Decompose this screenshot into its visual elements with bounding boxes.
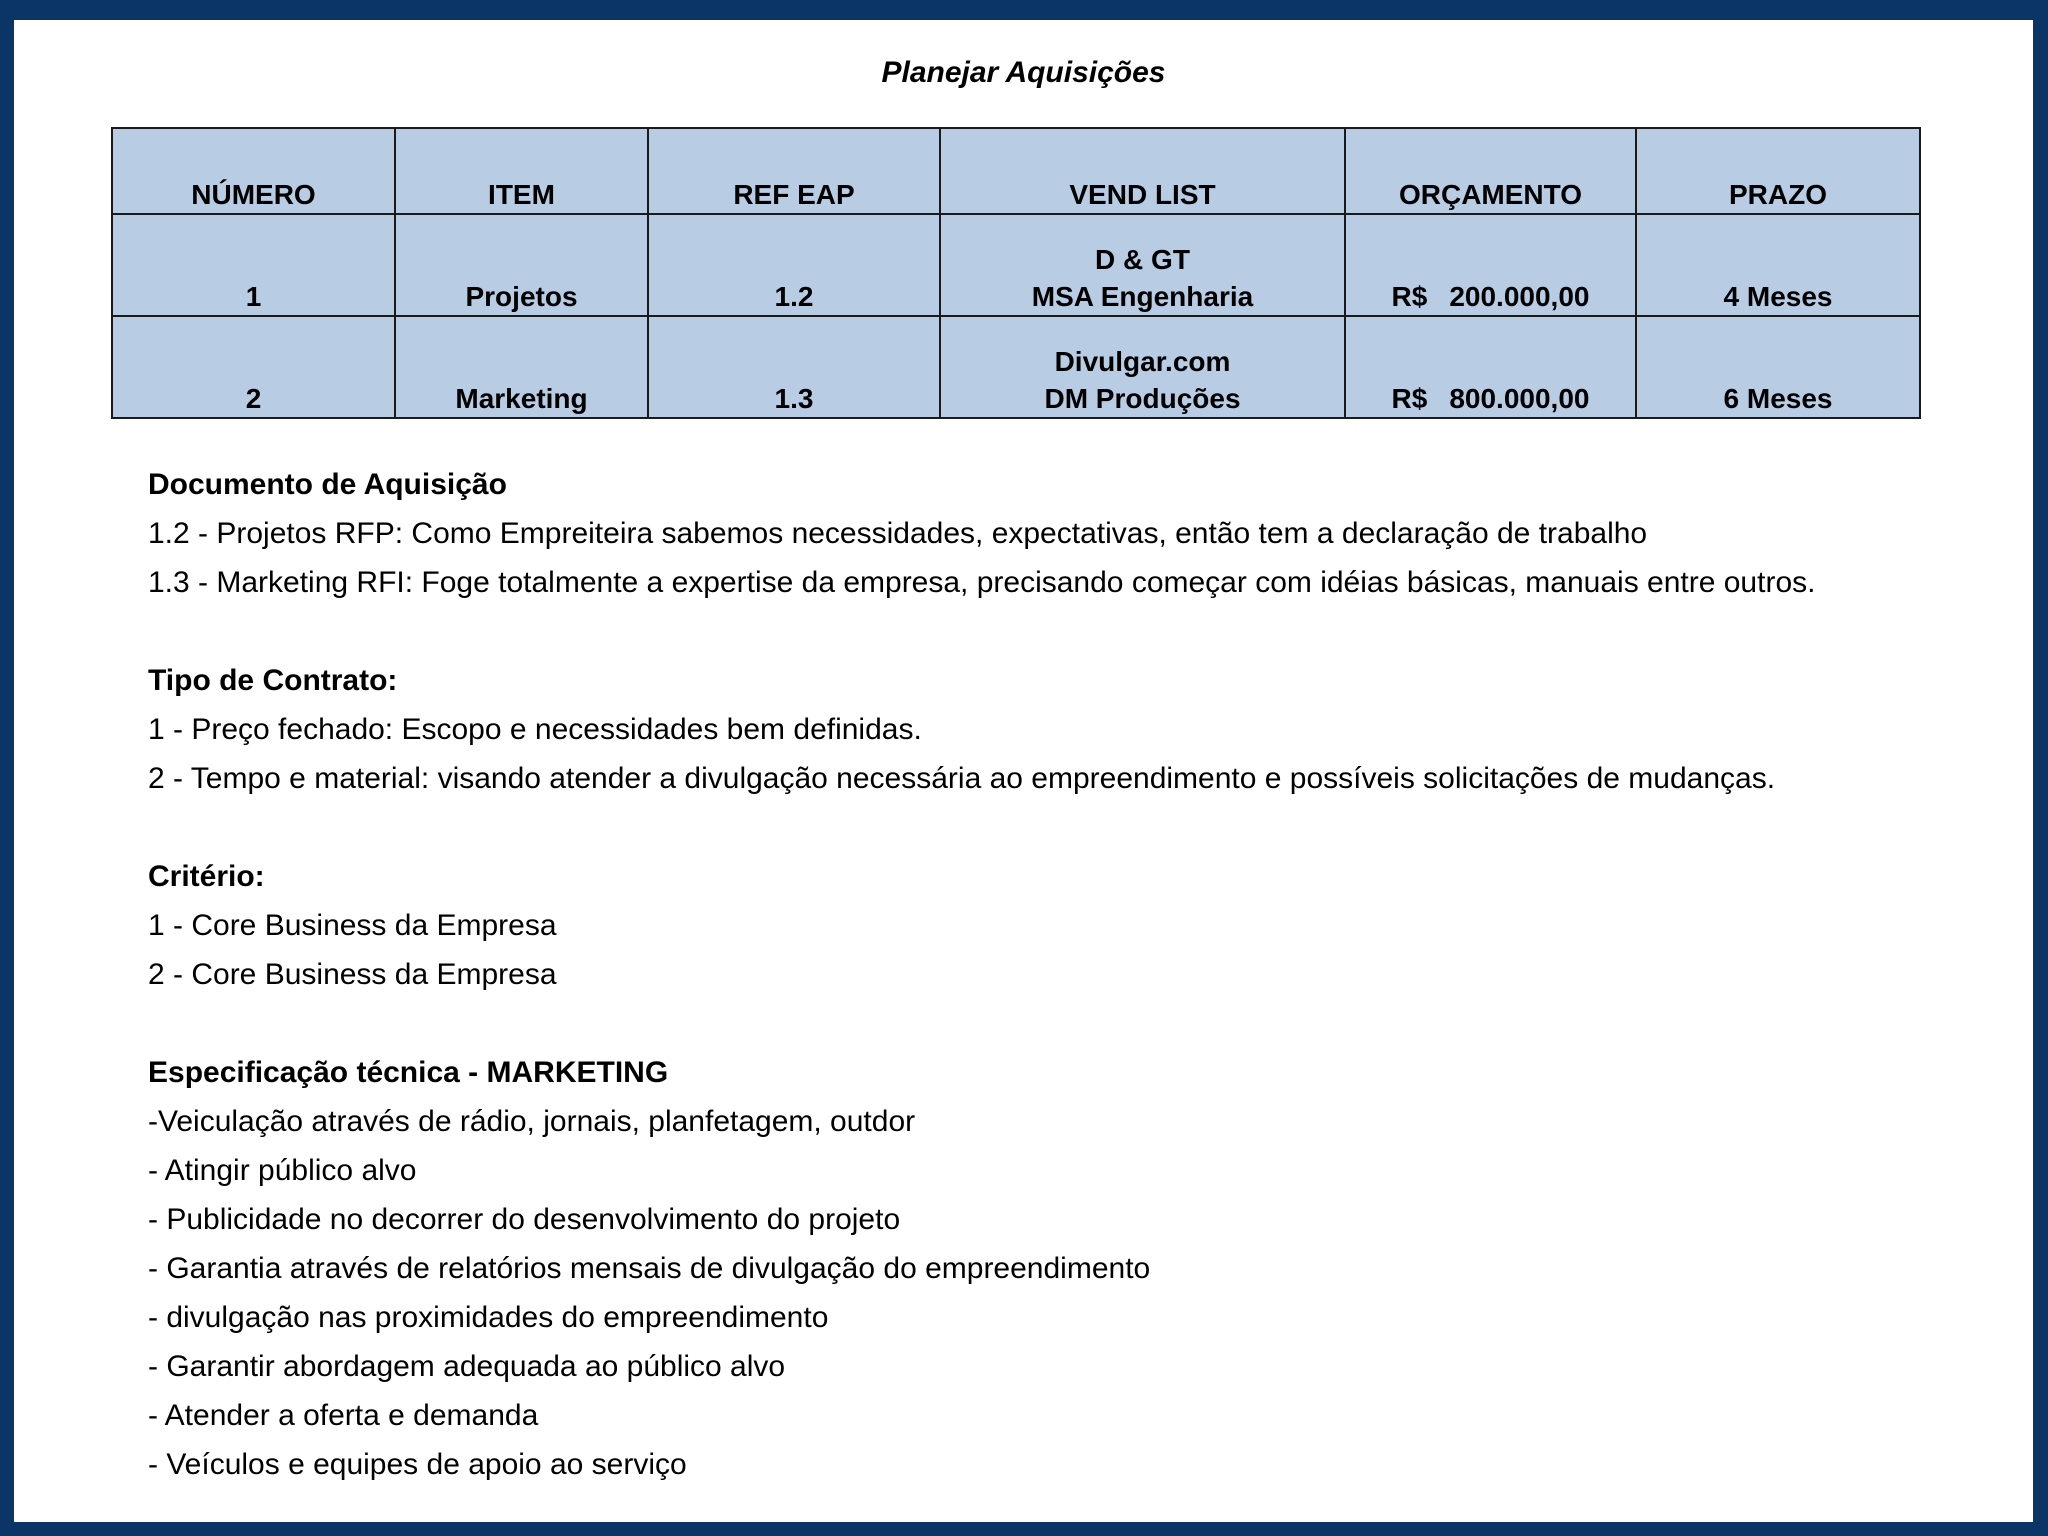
text-line: 1.2 - Projetos RFP: Como Empreiteira sabemos necessidades, expectativas, então tem a declaração de trabalho	[148, 517, 1648, 550]
procurement-table	[111, 127, 1921, 419]
section-heading-especificacao: Especificação técnica - MARKETING	[148, 1056, 669, 1089]
text-line: 1 - Preço fechado: Escopo e necessidades bem definidas.	[148, 713, 922, 746]
list-item: - Atingir público alvo	[148, 1154, 417, 1187]
slide	[14, 20, 2033, 1522]
table-header-row	[112, 128, 1920, 214]
cell-vend-list	[940, 214, 1345, 316]
list-item: - Publicidade no decorrer do desenvolvimento do projeto	[148, 1203, 901, 1236]
cell-item: Marketing	[395, 316, 648, 418]
spacer	[148, 607, 1998, 656]
cell-ref-eap: 1.2	[648, 214, 940, 316]
cell-prazo: 4 Meses	[1636, 214, 1920, 316]
header-numero: NÚMERO	[112, 128, 395, 214]
header-vend-list: VEND LIST	[940, 128, 1345, 214]
vendor-name: Divulgar.com	[1054, 346, 1231, 377]
list-item: - divulgação nas proximidades do empreendimento	[148, 1301, 829, 1334]
header-item: ITEM	[395, 128, 648, 214]
table-row	[112, 316, 1920, 418]
vendor-name: DM Produções	[1044, 383, 1241, 414]
body-text	[148, 460, 1998, 1489]
cell-vend-list	[940, 316, 1345, 418]
currency-symbol: R$	[1391, 281, 1428, 312]
cell-orcamento	[1345, 214, 1636, 316]
text-line: 2 - Tempo e material: visando atender a divulgação necessária ao empreendimento e possíveis solicitações de mudanças.	[148, 762, 1776, 795]
header-ref-eap: REF EAP	[648, 128, 940, 214]
cell-numero: 1	[112, 214, 395, 316]
budget-value: 200.000,00	[1449, 281, 1590, 312]
text-line: 1 - Core Business da Empresa	[148, 909, 557, 942]
list-item: - Garantia através de relatórios mensais de divulgação do empreendimento	[148, 1252, 1151, 1285]
header-orcamento: ORÇAMENTO	[1345, 128, 1636, 214]
text-line: 1.3 - Marketing RFI: Foge totalmente a expertise da empresa, precisando começar com idéias básicas, manuais entre outros.	[148, 566, 1816, 599]
cell-orcamento	[1345, 316, 1636, 418]
currency-symbol: R$	[1391, 383, 1428, 414]
cell-prazo: 6 Meses	[1636, 316, 1920, 418]
section-heading-contrato: Tipo de Contrato:	[148, 664, 398, 697]
header-prazo: PRAZO	[1636, 128, 1920, 214]
spacer	[148, 999, 1998, 1048]
table-row	[112, 214, 1920, 316]
list-item: - Atender a oferta e demanda	[148, 1399, 539, 1432]
cell-item: Projetos	[395, 214, 648, 316]
section-heading-documento: Documento de Aquisição	[148, 468, 507, 501]
budget-value: 800.000,00	[1449, 383, 1590, 414]
cell-numero: 2	[112, 316, 395, 418]
spacer	[148, 803, 1998, 852]
list-item: - Garantir abordagem adequada ao público alvo	[148, 1350, 786, 1383]
list-item: - Veículos e equipes de apoio ao serviço	[148, 1448, 687, 1481]
text-line: 2 - Core Business da Empresa	[148, 958, 557, 991]
cell-ref-eap: 1.3	[648, 316, 940, 418]
page-title: Planejar Aquisições	[881, 56, 1166, 89]
vendor-name: D & GT	[1095, 244, 1190, 275]
vendor-name: MSA Engenharia	[1031, 281, 1254, 312]
list-item: -Veiculação através de rádio, jornais, planfetagem, outdor	[148, 1105, 916, 1138]
section-heading-criterio: Critério:	[148, 860, 265, 893]
